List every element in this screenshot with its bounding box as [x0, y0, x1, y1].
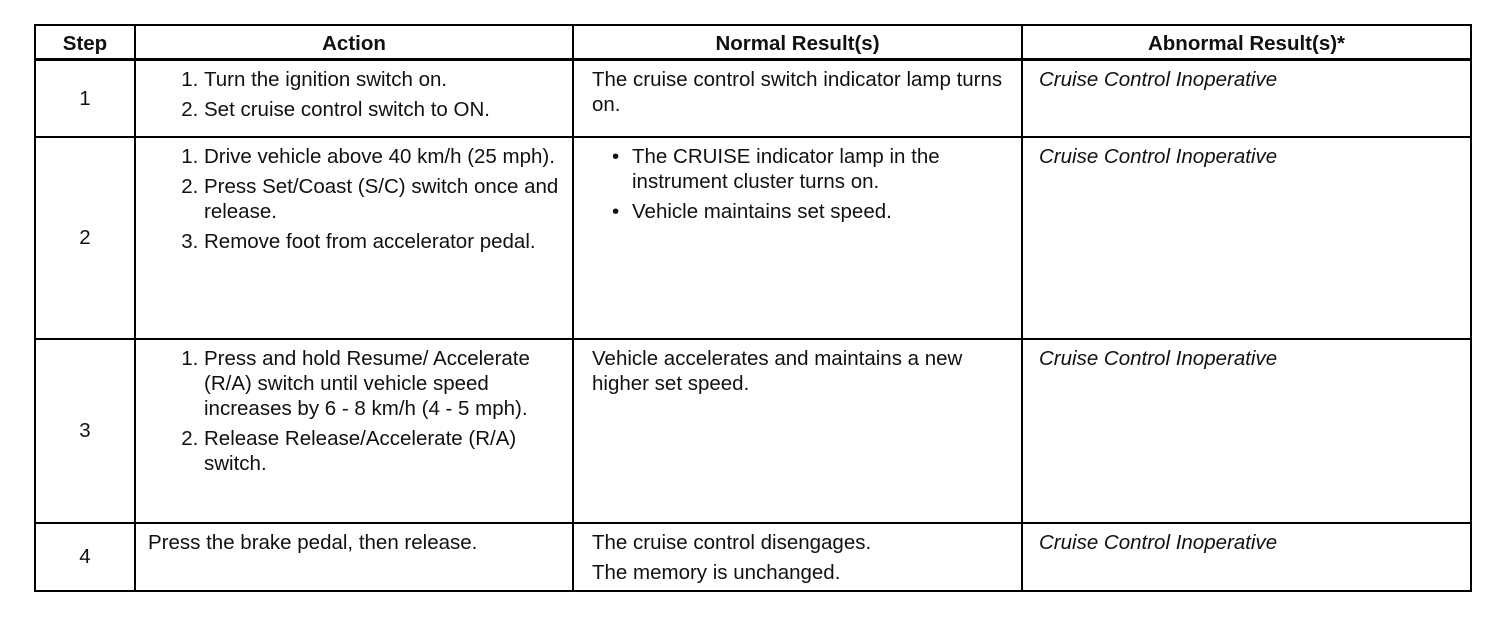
action-item: 1. Drive vehicle above 40 km/h (25 mph). — [204, 144, 562, 169]
action-cell — [135, 137, 573, 339]
action-item: 2. Press Set/Coast (S/C) switch once and release. — [204, 174, 562, 224]
action-item: 3. Remove foot from accelerator pedal. — [204, 229, 562, 254]
abnormal-result-cell — [1022, 339, 1471, 523]
abnormal-result-cell — [1022, 137, 1471, 339]
action-item: 1. Turn the ignition switch on. — [204, 67, 562, 92]
action-cell — [135, 60, 573, 137]
normal-result-text: The cruise control disengages. — [592, 530, 872, 554]
step-number: 1 — [35, 60, 135, 137]
abnormal-result-cell — [1022, 60, 1471, 137]
action-text: Press the brake pedal, then release. — [148, 530, 478, 554]
abnormal-result-text: Cruise Control Inoperative — [1039, 530, 1278, 554]
action-list — [148, 67, 562, 122]
action-cell — [135, 339, 573, 523]
abnormal-result-text: Cruise Control Inoperative — [1039, 346, 1278, 370]
header-abnormal-results: Abnormal Result(s)* — [1022, 25, 1471, 60]
step-number: 2 — [35, 137, 135, 339]
normal-result-text: Vehicle accelerates and maintains a new higher set speed. — [592, 346, 963, 395]
table-row — [35, 339, 1471, 523]
step-number: 4 — [35, 523, 135, 591]
header-step: Step — [35, 25, 135, 60]
normal-result-cell — [573, 339, 1022, 523]
abnormal-result-text: Cruise Control Inoperative — [1039, 144, 1278, 168]
normal-result-bullet: • Vehicle maintains set speed. — [632, 199, 1011, 224]
normal-result-cell — [573, 60, 1022, 137]
abnormal-result-text: Cruise Control Inoperative — [1039, 68, 1278, 91]
normal-result-cell — [573, 137, 1022, 339]
table-row — [35, 137, 1471, 339]
action-list — [148, 144, 562, 254]
normal-result-text: The memory is unchanged. — [592, 560, 841, 584]
table-row — [35, 523, 1471, 591]
header-row — [35, 25, 1471, 60]
header-normal-results: Normal Result(s) — [573, 25, 1022, 60]
table-row — [35, 60, 1471, 137]
normal-result-text: The cruise control switch indicator lamp turns on. — [592, 68, 1003, 116]
abnormal-result-cell — [1022, 523, 1471, 591]
cruise-control-diagnostic-table — [34, 24, 1472, 592]
step-number: 3 — [35, 339, 135, 523]
normal-result-bullet: • The CRUISE indicator lamp in the instrument cluster turns on. — [632, 144, 1011, 194]
normal-result-bullets — [592, 144, 1011, 224]
action-list — [148, 346, 562, 476]
action-cell — [135, 523, 573, 591]
action-item: 2. Set cruise control switch to ON. — [204, 97, 562, 122]
header-action: Action — [135, 25, 573, 60]
normal-result-cell — [573, 523, 1022, 591]
action-item: 1. Press and hold Resume/ Accelerate (R/A) switch until vehicle speed increases by 6 - 8 km/h (4 - 5 mph). — [204, 346, 562, 421]
action-item: 2. Release Release/Accelerate (R/A) switch. — [204, 426, 562, 476]
